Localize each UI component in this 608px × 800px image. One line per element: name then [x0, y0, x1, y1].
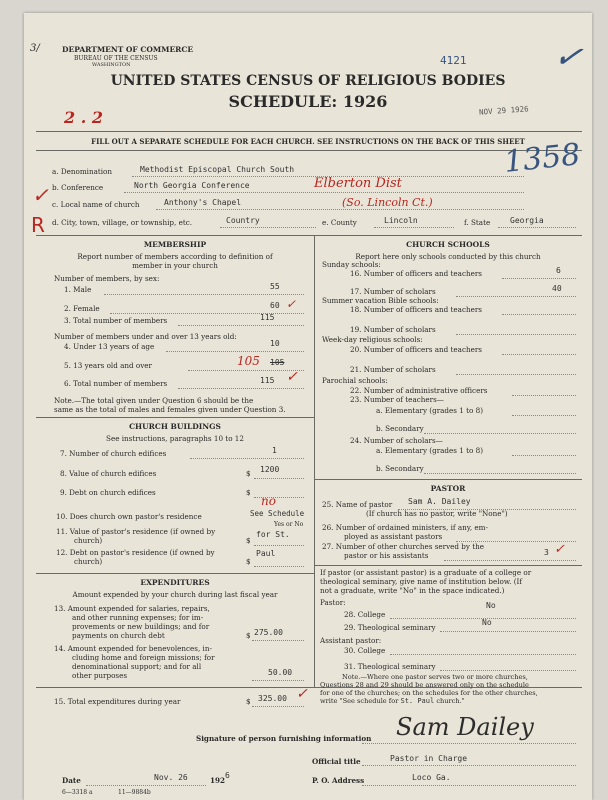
bureau-city: WASHINGTON	[92, 62, 131, 68]
age-label: Number of members under and over 13 years old:	[54, 332, 237, 341]
q29-label: 29. Theological seminary	[344, 623, 436, 632]
sunday-schools-label: Sunday schools:	[322, 260, 381, 269]
q9-dollar: $	[246, 488, 251, 497]
assistant-pastor-subhead: Assistant pastor:	[320, 636, 382, 645]
q10-label: 10. Does church own pastor's residence	[56, 512, 202, 521]
q27-label-a: 27. Number of other churches served by the	[322, 542, 485, 551]
state-value: Georgia	[510, 216, 544, 225]
q28-label: 28. College	[344, 610, 386, 619]
q22-label: 22. Number of administrative officers	[350, 386, 488, 395]
q23b-label: b. Secondary	[376, 424, 424, 433]
q5-label: 5. 13 years old and over	[64, 361, 152, 370]
q19-label: 19. Number of scholars	[350, 325, 436, 334]
q14-value: 50.00	[268, 668, 293, 677]
denomination-label: a. Denomination	[52, 167, 112, 176]
graduate-note-2: theological seminary, give name of institution below. (If	[320, 577, 523, 586]
q13-label-b: and other running expenses; for im-	[72, 613, 204, 622]
stamp-number: 4121	[440, 54, 467, 67]
q5-corrected-value: 105	[237, 354, 260, 368]
q23a-label: a. Elementary (grades 1 to 8)	[376, 406, 483, 415]
q7-value: 1	[272, 446, 277, 455]
weekday-schools-label: Week-day religious schools:	[322, 335, 423, 344]
q25-value: Sam A. Dailey	[408, 497, 471, 506]
bureau-name: BUREAU OF THE CENSUS	[74, 55, 158, 62]
print-number: 11—9884b	[118, 789, 151, 796]
county-value: Lincoln	[384, 216, 418, 225]
local-name-value: Anthony's Chapel	[164, 198, 242, 207]
q12-label-b: church)	[74, 557, 103, 566]
q15-value: 325.00	[258, 694, 287, 703]
parochial-schools-label: Parochial schools:	[322, 376, 388, 385]
graduate-note-1: If pastor (or assistant pastor) is a graduate of a college or	[320, 568, 532, 577]
q1-value: 55	[270, 282, 280, 291]
q24b-label: b. Secondary	[376, 464, 424, 473]
handwritten-number: 1358	[502, 137, 582, 180]
q2-check: ✓	[286, 297, 297, 311]
membership-note2: same as the total of males and females given under Question 3.	[54, 405, 286, 414]
membership-title: MEMBERSHIP	[143, 240, 207, 249]
pastor-title: PASTOR	[430, 484, 466, 493]
pastor-note-1: Note.—Where one pastor serves two or more churches,	[342, 673, 528, 681]
date-stamp: NOV 29 1926	[478, 104, 529, 117]
form-number: 6—3318 a	[62, 789, 93, 796]
schools-title: CHURCH SCHOOLS	[406, 240, 490, 249]
q20-label: 20. Number of officers and teachers	[350, 345, 482, 354]
expenditures-title: EXPENDITURES	[140, 578, 210, 587]
q16-label: 16. Number of officers and teachers	[350, 269, 482, 278]
q18-label: 18. Number of officers and teachers	[350, 305, 482, 314]
q12-dollar: $	[246, 557, 251, 566]
yes-or-no-caption: Yes or No	[274, 521, 304, 528]
denomination-value: Methodist Episcopal Church South	[140, 165, 295, 174]
q14-label-a: 14. Amount expended for benevolences, in-	[54, 644, 212, 653]
q15-check: ✓	[296, 686, 308, 702]
q28-value: No	[486, 601, 496, 610]
q30-label: 30. College	[344, 646, 386, 655]
q24-label: 24. Number of scholars—	[350, 436, 443, 445]
pastor-note-4	[320, 698, 465, 705]
year-prefix: 192	[210, 776, 226, 785]
official-title-label: Official title	[312, 757, 361, 766]
q24a-label: a. Elementary (grades 1 to 8)	[376, 446, 483, 455]
q26-label-a: 26. Number of ordained ministers, if any, em-	[322, 523, 488, 532]
q27-value: 3	[544, 548, 549, 557]
q29-value: No	[482, 618, 492, 627]
membership-note1: Note.—The total given under Question 6 should be the	[54, 396, 254, 405]
q13-value: 275.00	[254, 628, 283, 637]
q13-dollar: $	[246, 631, 251, 640]
q4-value: 10	[270, 339, 280, 348]
margin-r-mark: R	[31, 213, 45, 237]
circuit-note: (So. Lincoln Ct.)	[342, 196, 433, 209]
q6-label: 6. Total number of members	[64, 379, 168, 388]
margin-check-red: ✓	[32, 183, 49, 207]
city-label: d. City, town, village, or township, etc.	[52, 218, 193, 227]
form-title: UNITED STATES CENSUS OF RELIGIOUS BODIES	[110, 73, 506, 89]
year-digit: 6	[225, 771, 230, 780]
margin-mark: 3/	[30, 43, 40, 54]
q2-label: 2. Female	[64, 304, 100, 313]
county-label: e. County	[322, 218, 357, 227]
conference-label: b. Conference	[52, 183, 104, 192]
q6-check: ✓	[286, 369, 298, 385]
q11-dollar: $	[246, 536, 251, 545]
q2-value: 60	[270, 301, 280, 310]
q4-label: 4. Under 13 years of age	[64, 342, 155, 351]
q13-label-a: 13. Amount expended for salaries, repairs,	[54, 604, 210, 613]
q31-label: 31. Theological seminary	[344, 662, 436, 671]
q25-label: 25. Name of pastor	[322, 500, 393, 509]
buildings-sub: See instructions, paragraphs 10 to 12	[106, 434, 244, 443]
q1-label: 1. Male	[64, 285, 92, 294]
q8-value: 1200	[260, 465, 280, 474]
q13-label-d: payments on church debt	[72, 631, 165, 640]
pastor-subhead: Pastor:	[320, 598, 346, 607]
date-value: Nov. 26	[154, 773, 188, 782]
official-title-value: Pastor in Charge	[390, 754, 468, 763]
buildings-title: CHURCH BUILDINGS	[129, 422, 221, 431]
signature: Sam Dailey	[396, 713, 534, 741]
q23-label: 23. Number of teachers—	[350, 395, 444, 404]
q26-label-b: ployed as assistant pastors	[344, 532, 443, 541]
q8-dollar: $	[246, 469, 251, 478]
q14-label-c: denominational support; and for all	[72, 662, 202, 671]
q6-value: 115	[260, 376, 275, 385]
pastor-note-3: for one of the churches; on the schedules for the other churches,	[320, 689, 538, 697]
q14-label-b: cluding home and foreign missions; for	[72, 653, 215, 662]
state-label: f. State	[464, 218, 491, 227]
q3-value: 115	[260, 313, 275, 322]
q13-label-c: provements or new buildings; and for	[72, 622, 210, 631]
pastor-note-4-start: write "See schedule for	[320, 697, 399, 705]
membership-sub2: member in your church	[132, 261, 218, 270]
q11-label-b: church)	[74, 536, 103, 545]
red-code: 2 . 2	[64, 108, 103, 127]
by-sex-label: Number of members, by sex:	[54, 274, 160, 283]
instruction-banner: FILL OUT A SEPARATE SCHEDULE FOR EACH CHURCH. SEE INSTRUCTIONS ON THE BACK OF THIS SHEET	[91, 137, 525, 146]
pastor-note-4-value: St. Paul	[400, 697, 435, 705]
top-check-mark: ✓	[550, 34, 586, 80]
q11-label-a: 11. Value of pastor's residence (if owned by	[56, 527, 216, 536]
pastor-note-2: Questions 28 and 29 should be answered only on the schedule	[320, 681, 529, 689]
department-name: DEPARTMENT OF COMMERCE	[62, 45, 194, 54]
graduate-note-3: not a graduate, write "No" in the space indicated.)	[320, 586, 505, 595]
expenditures-sub: Amount expended by your church during last fiscal year	[72, 590, 278, 599]
conference-value: North Georgia Conference	[134, 181, 250, 190]
q9-label: 9. Debt on church edifices	[60, 488, 156, 497]
census-schedule-sheet	[24, 13, 592, 800]
q27-check: ✓	[554, 542, 565, 557]
q7-label: 7. Number of church edifices	[60, 449, 167, 458]
membership-sub1: Report number of members according to definition of	[77, 252, 273, 261]
q5-struck-value: 105	[270, 358, 285, 367]
date-label: Date	[62, 776, 81, 785]
po-address-value: Loco Ga.	[412, 773, 451, 782]
schedule-title: SCHEDULE: 1926	[228, 92, 388, 111]
q12-value: Paul	[256, 549, 276, 558]
local-name-label: c. Local name of church	[52, 200, 140, 209]
district-note: Elberton Dist	[314, 176, 402, 191]
schools-sub: Report here only schools conducted by this church	[355, 252, 541, 261]
q12-label-a: 12. Debt on pastor's residence (if owned by	[56, 548, 215, 557]
pastor-note-4-end: church."	[436, 697, 465, 705]
q14-label-d: other purposes	[72, 671, 128, 680]
q27-label-b: pastor or his assistants	[344, 551, 429, 560]
q15-dollar: $	[246, 697, 251, 706]
q10-handwritten-value: no	[261, 494, 276, 508]
q15-label: 15. Total expenditures during year	[54, 697, 181, 706]
signature-label: Signature of person furnishing information	[196, 734, 372, 743]
q21-label: 21. Number of scholars	[350, 365, 436, 374]
q17-value: 40	[552, 284, 562, 293]
q10-typed-value: See Schedule	[250, 509, 305, 518]
city-value: Country	[226, 216, 260, 225]
q17-label: 17. Number of scholars	[350, 287, 436, 296]
q25-note: (If church has no pastor, write "None")	[366, 509, 508, 518]
q3-label: 3. Total number of members	[64, 316, 168, 325]
q11-value: for St.	[256, 530, 290, 539]
q16-value: 6	[556, 266, 561, 275]
summer-schools-label: Summer vacation Bible schools:	[322, 296, 439, 305]
po-address-label: P. O. Address	[312, 776, 365, 785]
q8-label: 8. Value of church edifices	[60, 469, 157, 478]
